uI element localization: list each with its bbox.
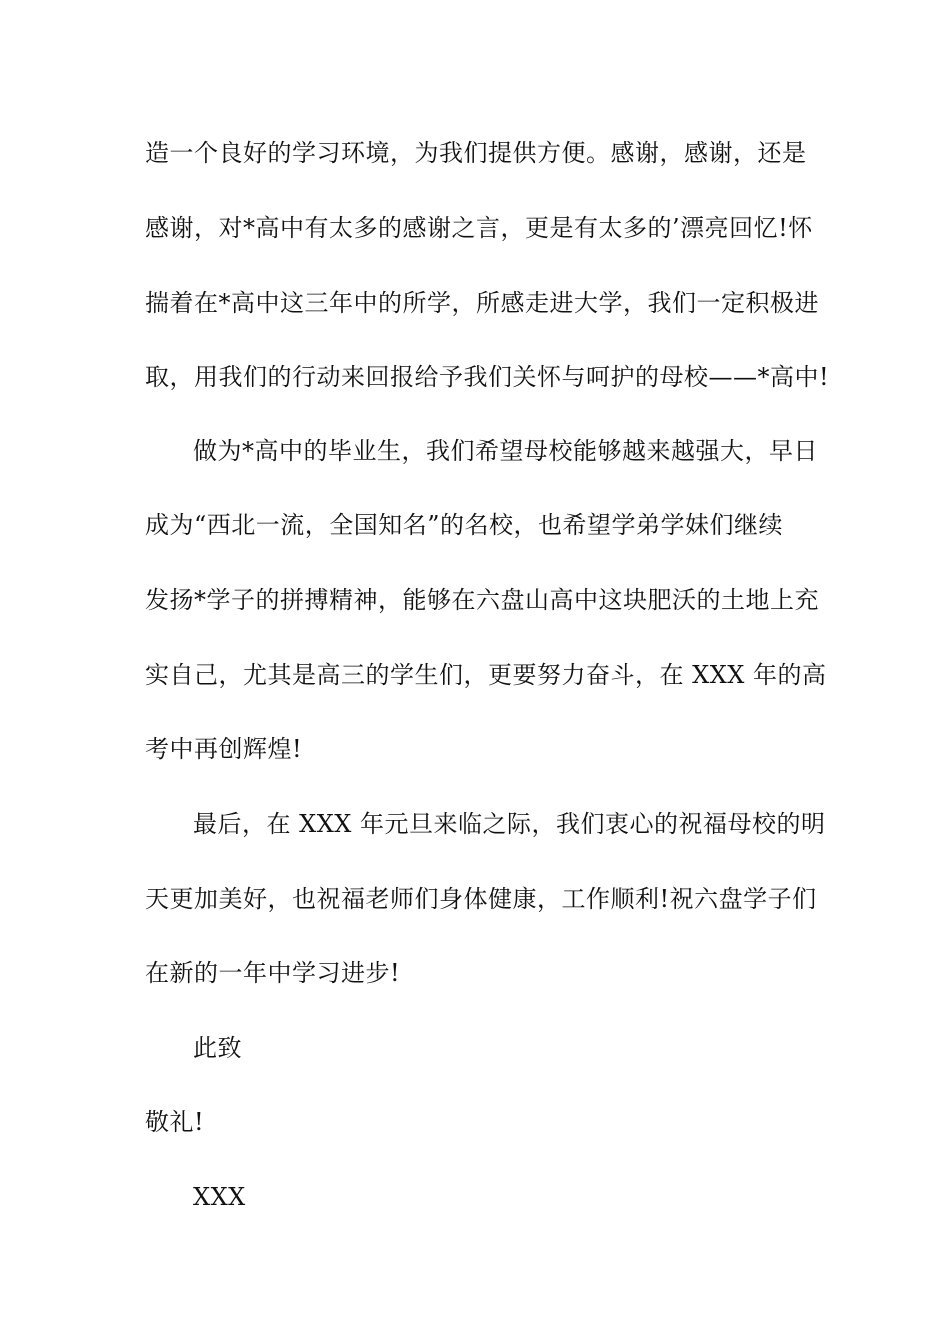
body-line: 造一个良好的学习环境，为我们提供方便。感谢，感谢，还是 xyxy=(145,139,807,167)
salutation-line: 敬礼! xyxy=(145,1108,205,1136)
body-line: 实自己，尤其是高三的学生们，更要努力奋斗，在 XXX 年的高 xyxy=(145,661,827,689)
closing-line: 此致 xyxy=(193,1034,242,1062)
body-line: 成为“西北一流，全国知名”的名校，也希望学弟学妹们继续 xyxy=(145,511,784,539)
paragraph-start-line: 做为*高中的毕业生，我们希望母校能够越来越强大，早日 xyxy=(193,437,818,465)
body-line: 发扬*学子的拼搏精神，能够在六盘山高中这块肥沃的土地上充 xyxy=(145,586,819,614)
body-line: 考中再创辉煌! xyxy=(145,735,303,763)
body-line: 感谢，对*高中有太多的感谢之言，更是有太多的’漂亮回忆!怀 xyxy=(145,214,813,242)
body-line: 天更加美好，也祝福老师们身体健康，工作顺利!祝六盘学子们 xyxy=(145,885,817,913)
paragraph-start-line: 最后，在 XXX 年元旦来临之际，我们衷心的祝福母校的明 xyxy=(193,810,826,838)
body-line: 在新的一年中学习进步! xyxy=(145,959,401,987)
body-line: 揣着在*高中这三年中的所学，所感走进大学，我们一定积极进 xyxy=(145,289,819,317)
body-line: 取，用我们的行动来回报给予我们关怀与呵护的母校——*高中! xyxy=(145,363,830,391)
signature-line: XXX xyxy=(193,1183,246,1211)
